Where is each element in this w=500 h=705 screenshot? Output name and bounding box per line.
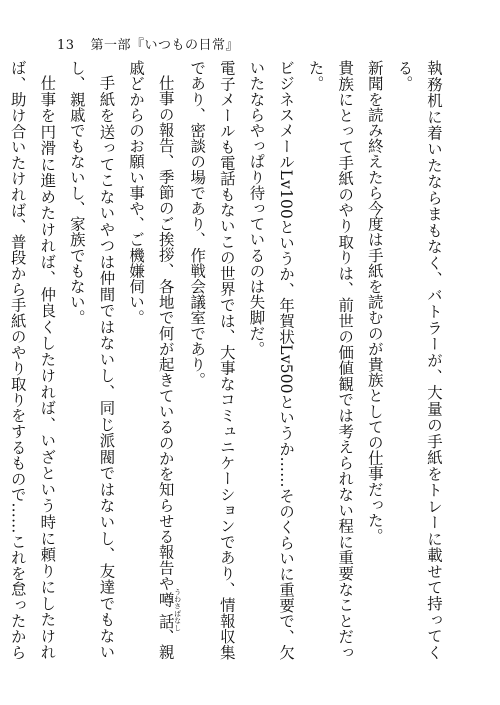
paragraph: 手紙を送ってこないやつは仲間ではないし、同じ派閥ではないし、友達でもないし、親戚でもないし、家族でもない。 [67,60,116,660]
paragraph: 新聞を読み終えたら今度は手紙を読むのが貴族としての仕事だった。 [365,60,384,544]
running-title: 第一部『いつもの日常』 [90,38,240,53]
ruby-word [156,588,182,632]
paragraph-text: ビジネスメールLv100というか、年賀状Lv500というか……そのくらいに重要で、欠いたならやっぱり待っているのは失脚だ。 [247,60,296,661]
body-text [0,60,448,660]
ruby-reading: うわさばなし [173,588,182,632]
paragraph [241,60,300,660]
paragraph: 貴族にとって手紙のやり取りは、前世の価値観では考えられない程に重要なことだった。 [306,60,355,660]
page-header [57,34,239,53]
paragraph-text: 仕事の報告、季節のご挨拶、各地で何が起きているのかを知らせる報告や [156,75,175,592]
paragraph: 執務机に着いたならまもなく、バトラーが、大量の手紙をトレーに載せて持ってくる。 [395,60,443,660]
paragraph: 電子メールも電話もないこの世界では、大事なコミュニケーションであり、情報収集であり、密談の場であり、作戦会議室であり。 [188,60,236,660]
paragraph-text: 、親戚どからのお願い事や、ご機嫌伺い。 [127,60,175,660]
ruby-base: 噂話 [156,588,175,632]
paragraph [120,60,181,660]
page-number: 13 [57,38,75,53]
paragraph: 仕事を円滑に進めたければ、仲良くしたければ、いざという時に頼りにしたければ、助け合いたければ、普段から手紙のやり取りをするもので……これを怠ったから [8,60,57,660]
